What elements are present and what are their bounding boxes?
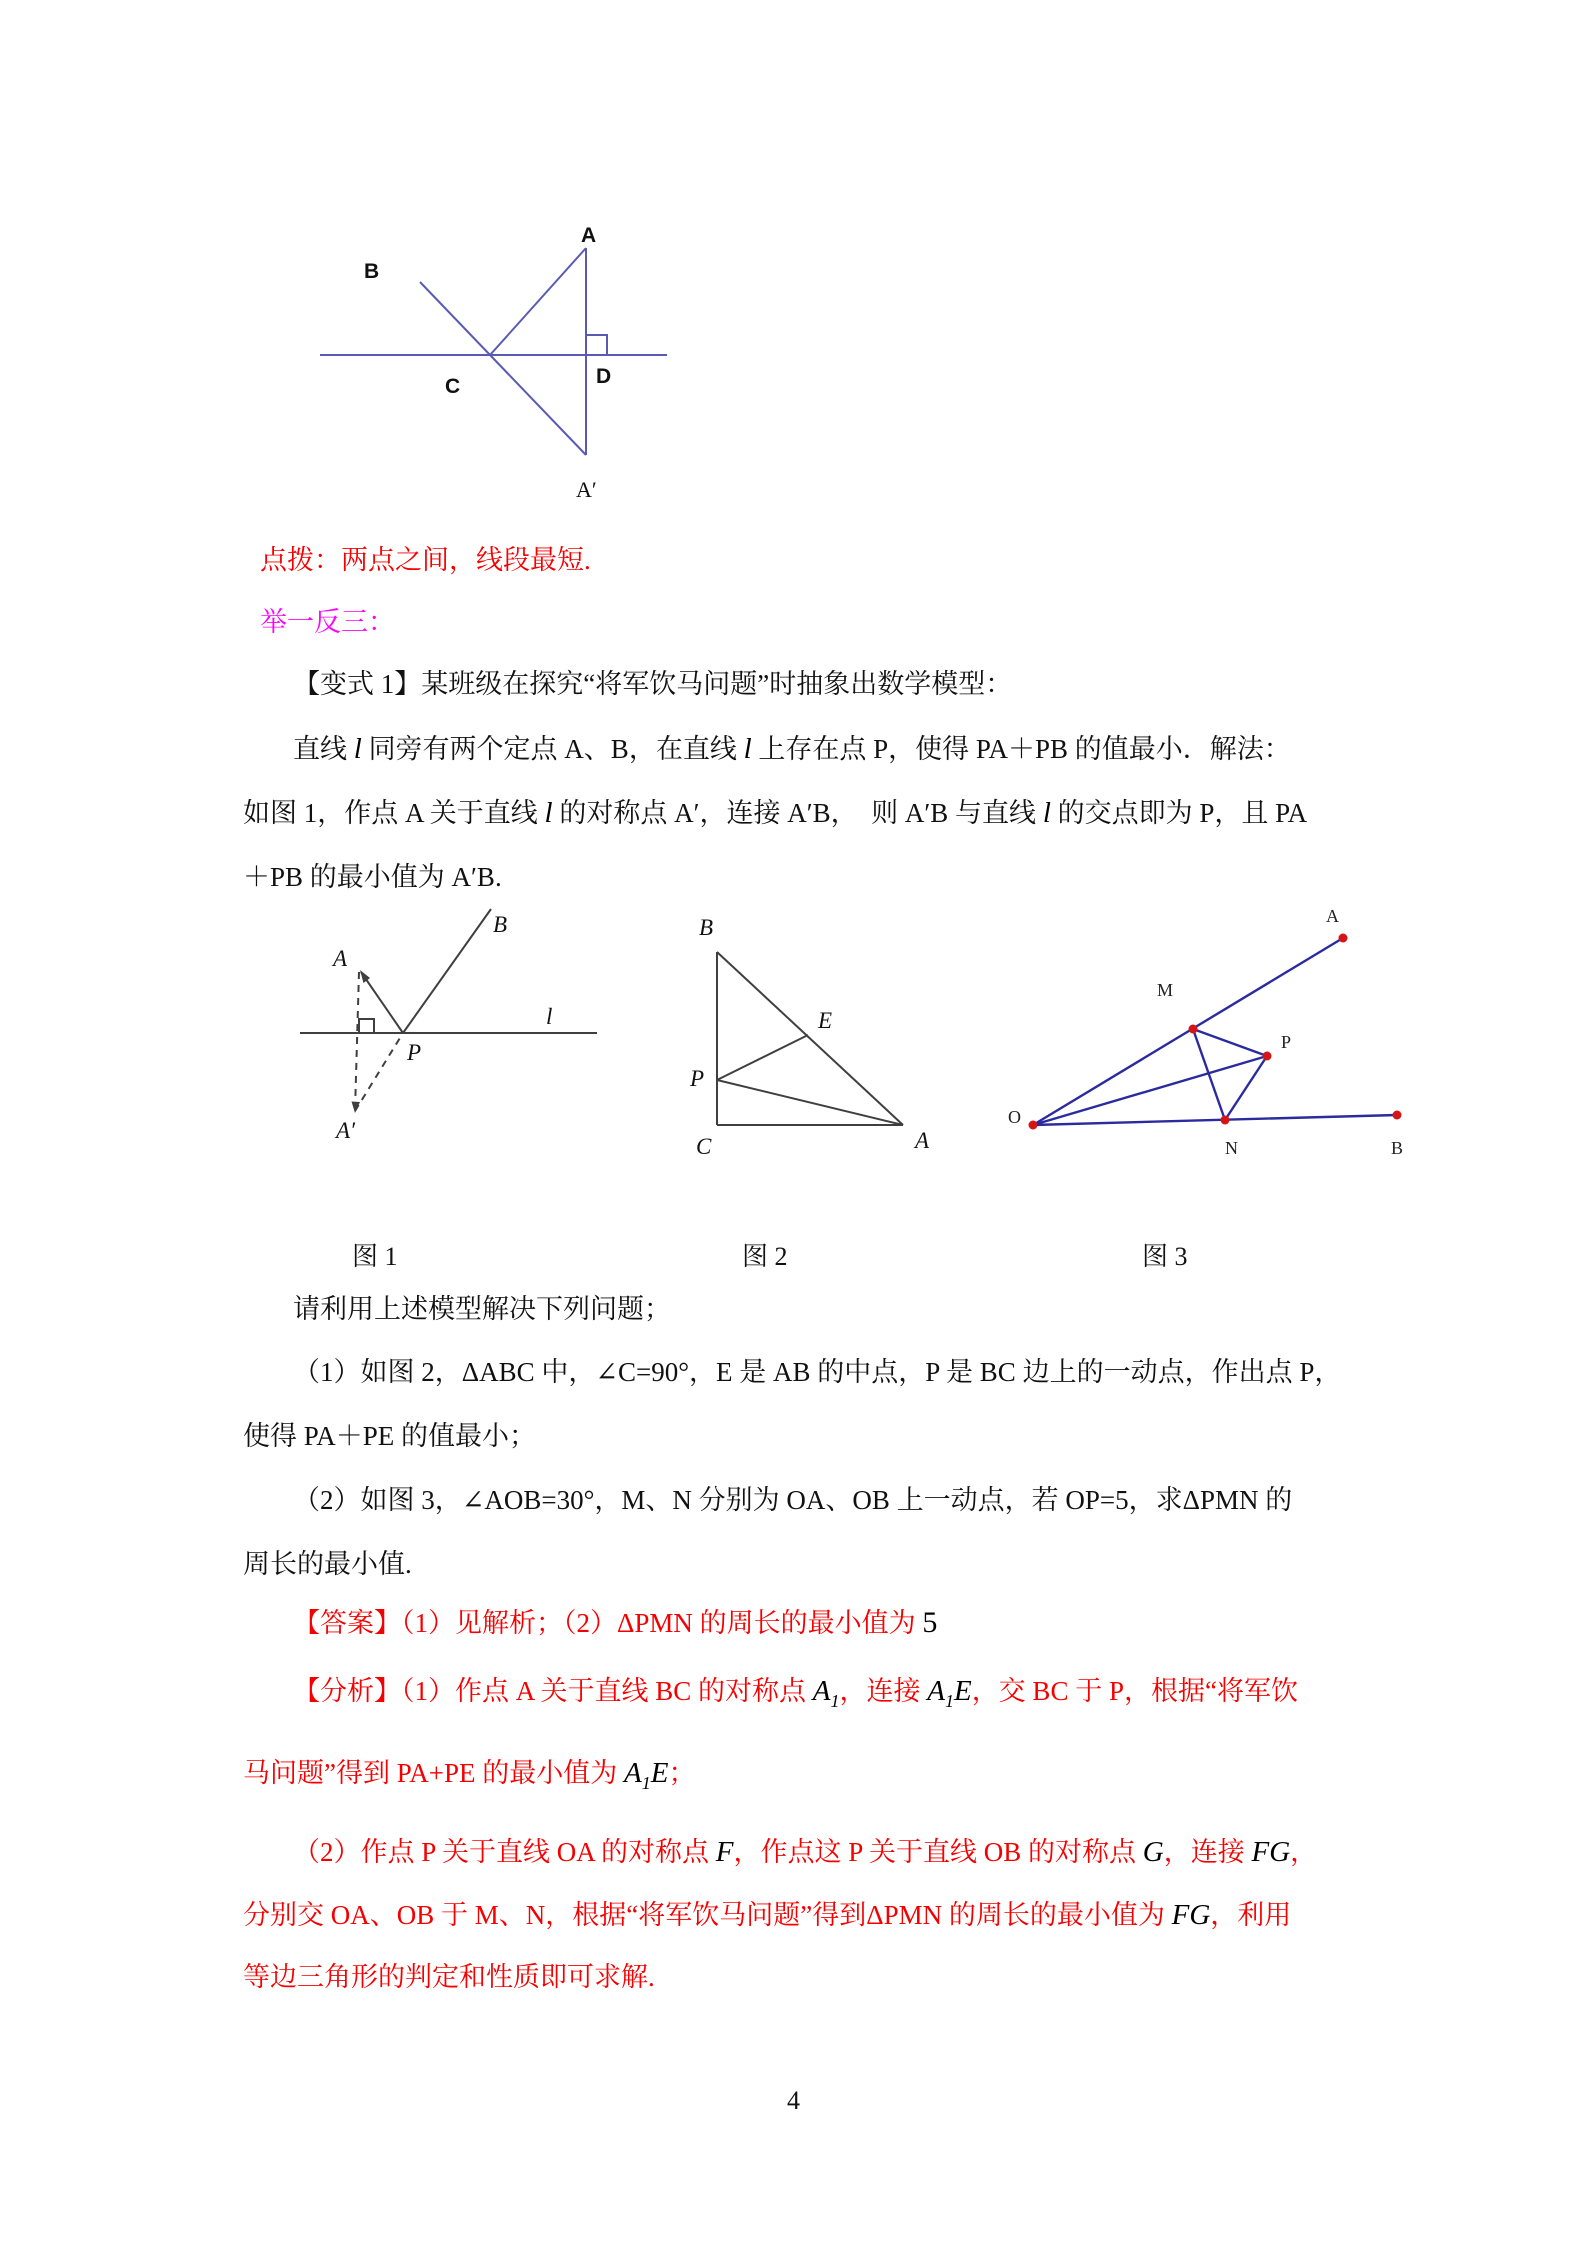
text-segment: 分别交 OA、OB 于 M、N，根据“将军饮马问题”得到ΔPMN 的周长的最小值为 [243, 1900, 1172, 1930]
label-O: O [1008, 1107, 1021, 1127]
label-B: B [364, 260, 380, 283]
intro-line-3 [243, 794, 1307, 832]
analysis-line-5 [243, 1958, 655, 1996]
point-B [1393, 1111, 1402, 1120]
caption-figure-3: 图 3 [1142, 1242, 1188, 1271]
text-segment: A [812, 1675, 831, 1707]
text-segment: ； [668, 1758, 696, 1788]
text-segment: 1 [944, 1691, 954, 1711]
analysis-line-4 [243, 1896, 1291, 1934]
analysis-line-1 [293, 1672, 1298, 1720]
segment-P-A [361, 972, 403, 1033]
label-C: C [445, 375, 461, 398]
text-segment: 的对称点 A′，连接 A′B， 则 A′B 与直线 [552, 798, 1043, 828]
question-1-line-1 [293, 1353, 1341, 1391]
text-segment: 等边三角形的判定和性质即可求解. [243, 1962, 655, 1992]
text-segment: l [1042, 797, 1051, 829]
figure-1-reflection-model [295, 895, 605, 1175]
text-segment: ，作点这 P 关于直线 OB 的对称点 [733, 1837, 1143, 1867]
top-reflection-figure [300, 210, 680, 510]
text-segment: E [953, 1675, 972, 1707]
text-segment: （1）如图 2，ΔABC 中，∠C=90°，E 是 AB 的中点，P 是 BC 边上的一动点，作出点 P， [293, 1357, 1342, 1387]
text-segment: 周长的最小值. [243, 1549, 412, 1579]
analysis-line-3 [293, 1833, 1317, 1871]
label-l: l [546, 1004, 553, 1029]
question-1-line-2 [243, 1417, 536, 1455]
text-segment: 同旁有两个定点 A、B，在直线 [361, 734, 744, 764]
text-segment: 1 [641, 1773, 651, 1793]
point-P [1263, 1052, 1272, 1061]
arrowhead-A [360, 970, 370, 983]
hint-line [260, 541, 591, 579]
right-angle-mark [586, 335, 607, 355]
intro-line-4 [243, 858, 502, 896]
text-segment: 请利用上述模型解决下列问题； [293, 1294, 671, 1324]
point-A [1339, 934, 1348, 943]
ray-O-A [1033, 938, 1343, 1125]
dashed-Aprime-P [355, 1033, 403, 1111]
segment-P-A [717, 1080, 903, 1125]
text-segment: ，连接 [839, 1676, 928, 1706]
text-segment: ，交 BC 于 P，根据“将军饮 [971, 1676, 1298, 1706]
text-segment: A [927, 1675, 945, 1707]
text-segment: FG [1251, 1836, 1291, 1868]
text-segment: 马问题”得到 PA+PE 的最小值为 [243, 1758, 625, 1788]
answer-line [293, 1604, 937, 1642]
label-A-prime: A′ [576, 477, 597, 502]
text-segment: FG [1171, 1899, 1211, 1931]
text-segment: 1 [830, 1691, 840, 1711]
text-segment: 的交点即为 P，且 PA [1050, 798, 1308, 828]
label-M: M [1157, 980, 1174, 1000]
segment-M-N [1193, 1029, 1225, 1120]
text-segment: F [715, 1836, 734, 1868]
label-B: B [493, 912, 508, 937]
label-B: B [699, 915, 714, 940]
segment-P-B [403, 909, 491, 1033]
label-B: B [1391, 1138, 1404, 1158]
text-segment: （2）作点 P 关于直线 OA 的对称点 [293, 1837, 716, 1867]
intro-line-2 [293, 730, 1291, 768]
label-A: A [915, 1128, 930, 1153]
text-segment: 【分析】（1）作点 A 关于直线 BC 的对称点 [293, 1676, 813, 1706]
caption-figure-2: 图 2 [742, 1242, 788, 1271]
text-segment: ，利用 [1210, 1900, 1292, 1930]
label-A-prime: A′ [336, 1118, 356, 1143]
figure-3-angle-AOB [1000, 895, 1420, 1165]
text-segment: 【答案】（1）见解析；（2）ΔPMN 的周长的最小值为 [293, 1608, 923, 1638]
text-segment: ，连接 [1163, 1837, 1252, 1867]
text-segment: ＋PB 的最小值为 A′B. [243, 862, 502, 892]
caption-figure-1: 图 1 [352, 1242, 398, 1271]
label-E: E [818, 1008, 833, 1033]
text-segment: 【变式 1】某班级在探究“将军饮马问题”时抽象出数学模型： [293, 669, 1013, 699]
text-segment: 5 [922, 1606, 938, 1639]
section-label-line [260, 603, 395, 641]
text-segment: G [1142, 1836, 1164, 1868]
label-P: P [407, 1040, 422, 1065]
text-segment: （2）如图 3，∠AOB=30°，M、N 分别为 OA、OB 上一动点，若 OP=5，求ΔPMN 的 [293, 1485, 1293, 1515]
text-segment: 如图 1，作点 A 关于直线 [243, 798, 545, 828]
question-2-line-1 [293, 1481, 1292, 1519]
intro-line-1 [293, 665, 1012, 703]
label-A: A [1326, 906, 1339, 926]
label-A: A [333, 946, 348, 971]
segment-B-A [717, 952, 903, 1125]
segment-M-P [1193, 1029, 1267, 1056]
label-A: A [581, 224, 597, 247]
text-segment: 直线 [293, 734, 354, 764]
segment-O-P [1033, 1056, 1267, 1125]
arrowhead-A-prime [352, 1102, 361, 1114]
text-segment: 点拨：两点之间，线段最短. [260, 545, 591, 575]
text-segment: l [353, 733, 362, 765]
analysis-line-2 [243, 1754, 695, 1802]
dashed-A-Aprime [355, 972, 359, 1111]
text-segment: l [743, 733, 752, 765]
label-C: C [696, 1134, 712, 1159]
text-segment: l [544, 797, 553, 829]
label-P: P [690, 1066, 705, 1091]
figure-2-right-triangle [660, 900, 950, 1170]
segment-A-C [490, 248, 586, 355]
point-M [1189, 1025, 1198, 1034]
ray-O-B [1033, 1115, 1397, 1125]
point-O [1029, 1121, 1038, 1130]
label-P: P [1281, 1032, 1292, 1052]
text-segment: 举一反三： [260, 607, 395, 637]
question-2-line-2 [243, 1545, 412, 1583]
text-segment: E [650, 1757, 669, 1789]
text-segment: 使得 PA＋PE 的值最小； [243, 1421, 537, 1451]
segment-B-Aprime [420, 282, 586, 455]
text-segment: ， [1290, 1837, 1318, 1867]
right-angle-mark [359, 1019, 374, 1033]
model-prompt-line [293, 1290, 671, 1328]
point-N [1221, 1116, 1230, 1125]
label-N: N [1225, 1138, 1238, 1158]
text-segment: A [624, 1757, 642, 1789]
page-number: 4 [787, 2086, 800, 2115]
segment-P-E [717, 1035, 808, 1080]
text-segment: 上存在点 P，使得 PA＋PB 的值最小．解法： [751, 734, 1291, 764]
label-D: D [596, 365, 612, 388]
